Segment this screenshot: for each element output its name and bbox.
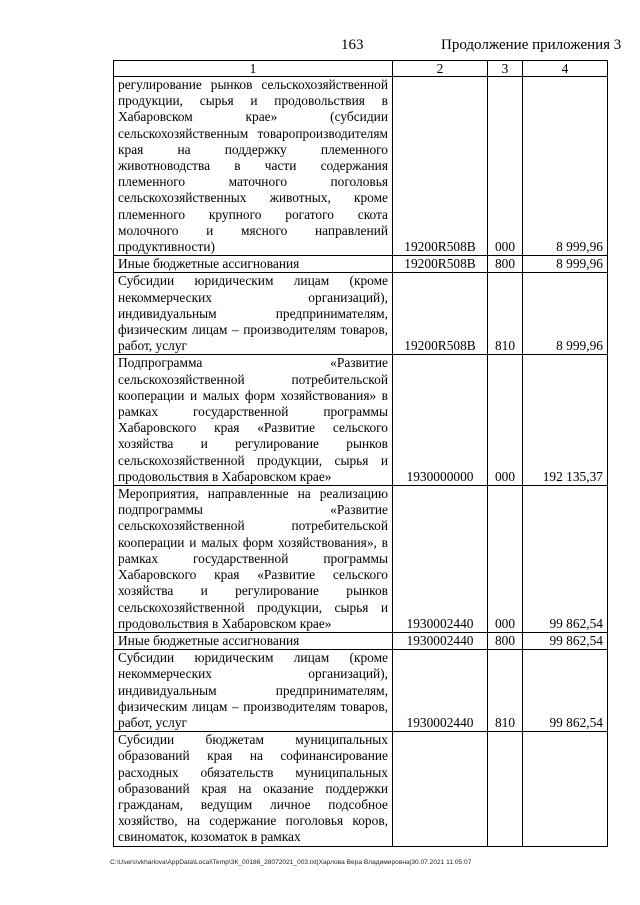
row-description: Субсидии бюджетам муниципальных образований края на софинансирование расходных обязательств муниципальных образований края на оказание поддержки гражданам, ведущим личное подсобное хозяйство, на содержание поголовья коров, свиноматок, козоматок в рамках xyxy=(114,732,393,846)
target-code: 19200R508B xyxy=(393,256,488,273)
row-description: регулирование рынков сельскохозяйственной продукции, сырья и продовольствия в Хабаровском крае» (субсидии сельскохозяйственным товаропроизводителям края на поддержку племенного животноводства в части содержания племенного маточного поголовья сельскохозяйственных животных, кроме племенного крупного рогатого скота молочного и мясного направлений продуктивности) xyxy=(114,77,393,256)
column-header: 3 xyxy=(488,61,523,77)
row-description: Иные бюджетные ассигнования xyxy=(114,632,393,649)
target-code: 1930002440 xyxy=(393,632,488,649)
table-row xyxy=(114,256,608,273)
row-description: Подпрограмма «Развитие сельскохозяйственной потребительской кооперации и малых форм хозяйствования» в рамках государственной программы Хабаровского края «Развитие сельского хозяйства и регулирование рынков сельскохозяйственной продукции, сырья и продовольствия в Хабаровском крае» xyxy=(114,355,393,486)
target-code: 1930002440 xyxy=(393,650,488,732)
row-description: Мероприятия, направленные на реализацию подпрограммы «Развитие сельскохозяйственной потребительской кооперации и малых форм хозяйствования», в рамках государственной программы Хабаровского края «Развитие сельского хозяйства и регулирование рынков сельскохозяйственной продукции, сырья и продовольствия в Хабаровском крае» xyxy=(114,486,393,633)
expense-type-code: 800 xyxy=(488,632,523,649)
amount: 99 862,54 xyxy=(523,486,608,633)
table-row xyxy=(114,632,608,649)
continuation-title: Продолжение приложения 3 xyxy=(441,37,622,53)
row-description: Субсидии юридическим лицам (кроме некоммерческих организаций), индивидуальным предпринимателям, физическим лицам – производителям товаров, работ, услуг xyxy=(114,273,393,355)
budget-table xyxy=(113,60,608,847)
column-header: 1 xyxy=(114,61,393,77)
table-row xyxy=(114,650,608,732)
amount xyxy=(523,732,608,846)
expense-type-code: 800 xyxy=(488,256,523,273)
amount: 99 862,54 xyxy=(523,632,608,649)
table-row xyxy=(114,355,608,486)
target-code xyxy=(393,732,488,846)
amount: 8 999,96 xyxy=(523,273,608,355)
row-description: Иные бюджетные ассигнования xyxy=(114,256,393,273)
amount: 99 862,54 xyxy=(523,650,608,732)
row-description: Субсидии юридическим лицам (кроме некоммерческих организаций), индивидуальным предпринимателям, физическим лицам – производителям товаров, работ, услуг xyxy=(114,650,393,732)
expense-type-code: 000 xyxy=(488,77,523,256)
expense-type-code: 000 xyxy=(488,486,523,633)
table-header-row xyxy=(114,61,608,77)
table-row xyxy=(114,77,608,256)
table-row xyxy=(114,486,608,633)
file-path-footer: C:\Users\vkharlova\AppData\Local\Temp\ЗК_00186_28072021_003.txt|Харлова Вера Владимировна|30.07.2021 11:05:07 xyxy=(110,859,472,866)
page-number: 163 xyxy=(341,37,364,53)
expense-type-code: 000 xyxy=(488,355,523,486)
table-row xyxy=(114,732,608,846)
amount: 8 999,96 xyxy=(523,77,608,256)
column-header: 2 xyxy=(393,61,488,77)
table-row xyxy=(114,273,608,355)
expense-type-code: 810 xyxy=(488,273,523,355)
amount: 8 999,96 xyxy=(523,256,608,273)
expense-type-code: 810 xyxy=(488,650,523,732)
target-code: 1930002440 xyxy=(393,486,488,633)
amount: 192 135,37 xyxy=(523,355,608,486)
target-code: 19200R508B xyxy=(393,77,488,256)
target-code: 1930000000 xyxy=(393,355,488,486)
expense-type-code xyxy=(488,732,523,846)
target-code: 19200R508B xyxy=(393,273,488,355)
column-header: 4 xyxy=(523,61,608,77)
